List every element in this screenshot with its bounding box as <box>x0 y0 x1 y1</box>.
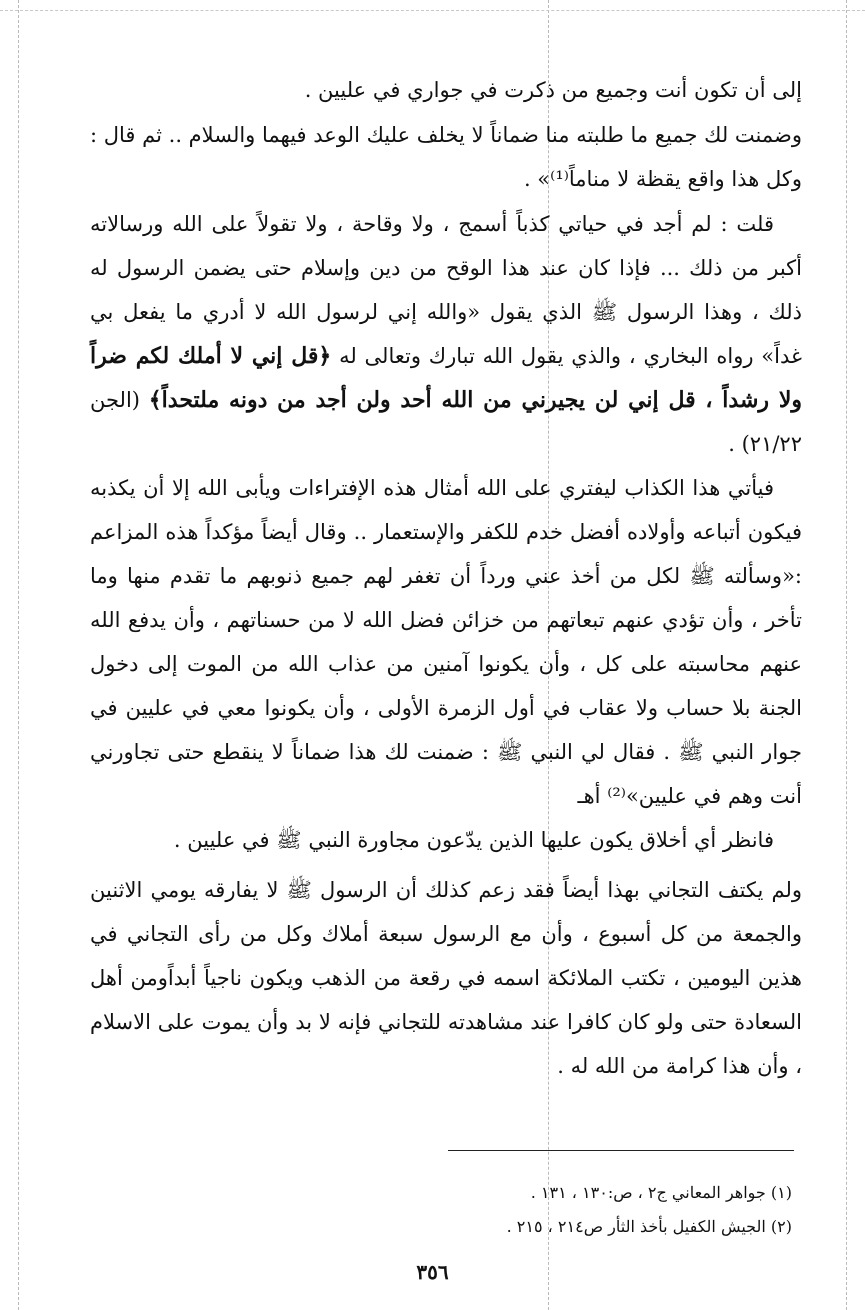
scan-guide-line <box>0 10 865 11</box>
quran-reference: (الجن ٢١/٢٢) . <box>90 387 802 456</box>
page-number: ٣٥٦ <box>416 1260 449 1284</box>
scan-guide-line <box>18 0 19 1310</box>
body-paragraph: ولم يكتف التجاني بهذا أيضاً فقد زعم كذلك أن الرسول ﷺ لا يفارقه يومي الاثنين والجمعة من كل أسبوع ، وأن مع الرسول سبعة أملاك وكل من رأى التجاني في هذين اليومين ، تكتب الملائكة اسمه في رقعة من الذهب ويكون ناجياً أبداًومن أهل السعادة حتى ولو كان كافرا عند مشاهدته للتجاني فإنه لا بد وأن يموت على الاسلام ، وأن هذا كرامة من الله له . <box>90 878 802 1079</box>
body-paragraph: إلى أن تكون أنت وجميع من ذكرت في جواري في عليين . <box>304 78 802 102</box>
scan-guide-line <box>846 0 847 1310</box>
footnote: (١) جواهر المعاني ج٢ ، ص:١٣٠ ، ١٣١ . <box>530 1183 792 1202</box>
quran-verse: ﴿قل إني لا أملك لكم ضراً ولا رشداً ، قل إني لن يجيرني من الله أحد ولن أجد من دونه ملتحداً﴾ <box>90 342 802 413</box>
body-paragraph <box>90 202 802 466</box>
footnote: (٢) الجيش الكفيل بأخذ الثأر ص٢١٤ ، ٢١٥ . <box>506 1217 792 1236</box>
page-body <box>90 68 802 1088</box>
body-paragraph: فيأتي هذا الكذاب ليفتري على الله أمثال هذه الإفتراءات ويأبى الله إلا أن يكذبه فيكون أتباعه وأولاده أفضل خدم للكفر والإستعمار .. وقال أيضاً مؤكداً هذه المزاعم :«وسألته ﷺ لكل من أخذ عني ورداً أن تغفر لهم جميع ذنوبهم ما تقدم منها وما تأخر ، وأن تؤدي عنهم تبعاتهم من خزائن فضل الله لا من حسناتهم ، وأن يدفع الله عنهم محاسبته على كل ، وأن يكونوا آمنين من عذاب الله من الموت إلى دخول الجنة بلا حساب ولا عقاب في أول الزمرة الأولى ، وأن يكونوا معي في عليين في جوار النبي ﷺ . فقال لي النبي ﷺ : ضمنت لك هذا ضماناً لا ينقطع حتى تجاورني أنت وهم في عليين»⁽²⁾ أهـ <box>90 475 802 808</box>
body-paragraph: وضمنت لك جميع ما طلبته منا ضماناً لا يخلف عليك الوعد فيهما والسلام .. ثم قال : وكل هذا واقع يقظة لا مناماً⁽¹⁾» . <box>90 122 802 192</box>
body-paragraph: فانظر أي أخلاق يكون عليها الذين يدّعون مجاورة النبي ﷺ في عليين . <box>173 827 774 852</box>
footnote-separator <box>448 1150 794 1151</box>
paragraph-text: قلت : لم أجد في حياتي كذباً أسمج ، ولا وقاحة ، ولا تقولاً على الله ورسالاته أكبر من ذلك ... فإذا كان عند هذا الوقح من دين وإسلام حتى يضمن الرسول له ذلك ، وهذا الرسول ﷺ الذي يقول «والله إني لرسول الله لا أدري ما يفعل بي غداً» رواه البخاري ، والذي يقول الله تبارك وتعالى له <box>90 211 802 368</box>
footnotes <box>90 1176 792 1244</box>
